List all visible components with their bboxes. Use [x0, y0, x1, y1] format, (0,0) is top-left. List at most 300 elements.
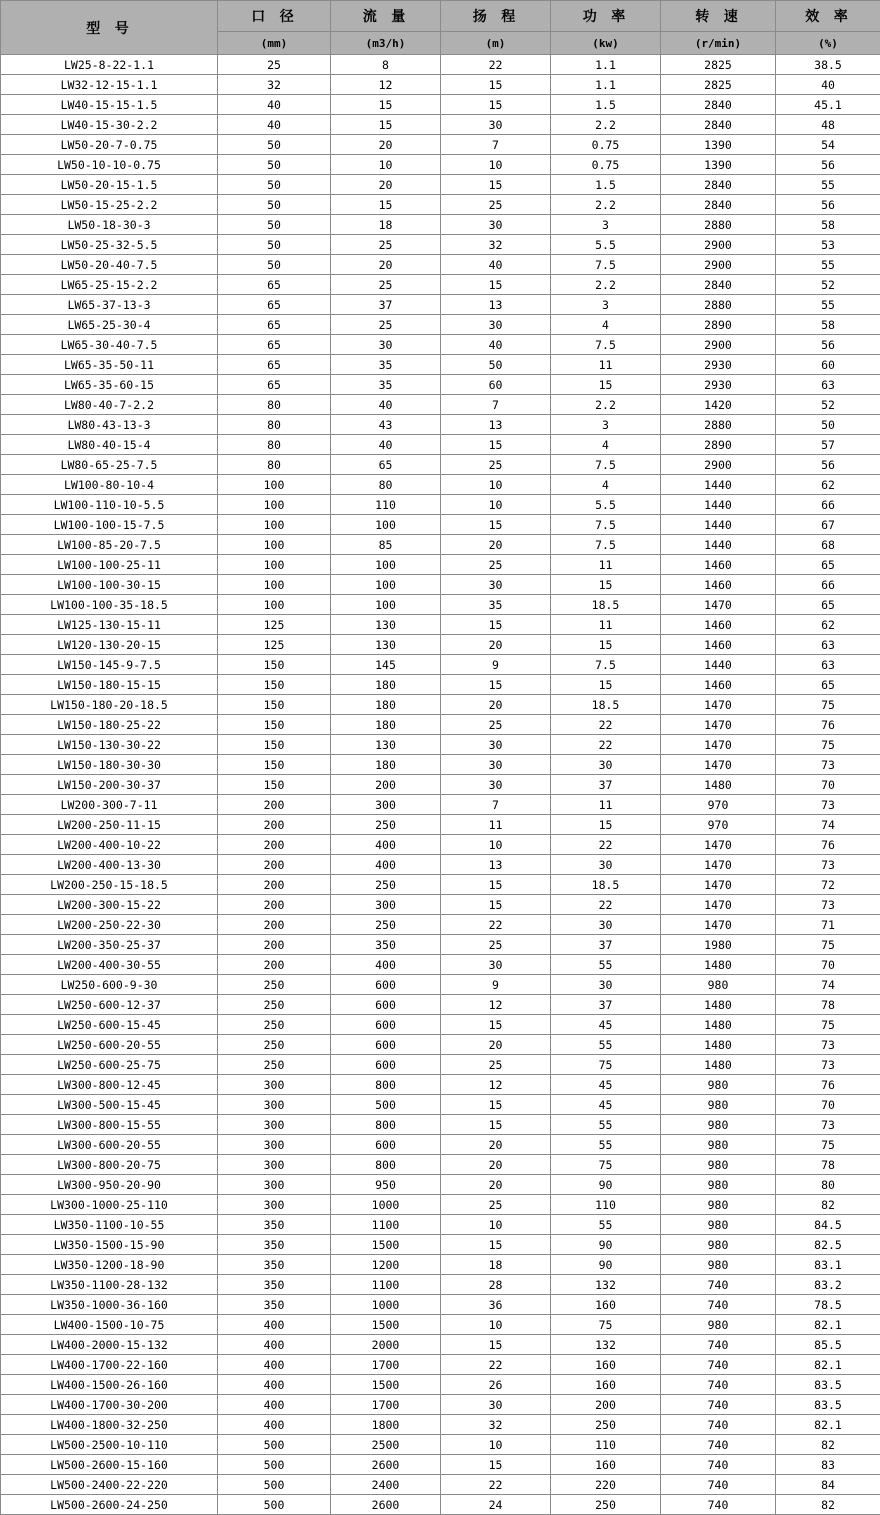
cell-flow: 37 [331, 295, 441, 315]
cell-bore: 500 [218, 1495, 331, 1515]
cell-speed: 740 [661, 1415, 776, 1435]
cell-speed: 980 [661, 1315, 776, 1335]
cell-speed: 2840 [661, 275, 776, 295]
cell-model: LW80-65-25-7.5 [1, 455, 218, 475]
cell-head: 32 [441, 235, 551, 255]
cell-power: 90 [551, 1255, 661, 1275]
column-unit-efficiency: (%) [776, 32, 880, 55]
cell-power: 55 [551, 955, 661, 975]
cell-flow: 15 [331, 195, 441, 215]
cell-flow: 25 [331, 235, 441, 255]
cell-head: 22 [441, 1355, 551, 1375]
cell-bore: 400 [218, 1415, 331, 1435]
cell-model: LW120-130-20-15 [1, 635, 218, 655]
cell-efficiency: 70 [776, 955, 880, 975]
cell-efficiency: 56 [776, 155, 880, 175]
cell-speed: 1390 [661, 155, 776, 175]
cell-model: LW200-250-11-15 [1, 815, 218, 835]
cell-power: 2.2 [551, 275, 661, 295]
table-row [1, 1195, 880, 1215]
cell-flow: 1100 [331, 1215, 441, 1235]
cell-power: 15 [551, 375, 661, 395]
cell-bore: 50 [218, 215, 331, 235]
cell-flow: 10 [331, 155, 441, 175]
cell-flow: 500 [331, 1095, 441, 1115]
table-row [1, 1175, 880, 1195]
cell-efficiency: 74 [776, 975, 880, 995]
cell-flow: 180 [331, 675, 441, 695]
cell-flow: 43 [331, 415, 441, 435]
cell-power: 11 [551, 555, 661, 575]
cell-bore: 200 [218, 875, 331, 895]
cell-bore: 125 [218, 615, 331, 635]
cell-head: 15 [441, 1335, 551, 1355]
table-row [1, 395, 880, 415]
column-unit-bore: (mm) [218, 32, 331, 55]
cell-flow: 180 [331, 695, 441, 715]
cell-head: 10 [441, 475, 551, 495]
cell-bore: 500 [218, 1455, 331, 1475]
cell-speed: 740 [661, 1335, 776, 1355]
cell-efficiency: 38.5 [776, 55, 880, 75]
cell-efficiency: 84 [776, 1475, 880, 1495]
cell-speed: 740 [661, 1475, 776, 1495]
table-row [1, 115, 880, 135]
cell-power: 30 [551, 755, 661, 775]
cell-efficiency: 68 [776, 535, 880, 555]
cell-efficiency: 72 [776, 875, 880, 895]
cell-efficiency: 82.1 [776, 1315, 880, 1335]
table-row [1, 695, 880, 715]
cell-head: 15 [441, 95, 551, 115]
cell-efficiency: 73 [776, 1115, 880, 1135]
cell-bore: 350 [218, 1275, 331, 1295]
cell-model: LW400-1700-30-200 [1, 1395, 218, 1415]
cell-head: 12 [441, 1075, 551, 1095]
cell-flow: 1500 [331, 1235, 441, 1255]
cell-power: 3 [551, 415, 661, 435]
cell-power: 4 [551, 475, 661, 495]
cell-speed: 1470 [661, 915, 776, 935]
cell-power: 1.1 [551, 55, 661, 75]
cell-flow: 1100 [331, 1275, 441, 1295]
cell-model: LW150-180-25-22 [1, 715, 218, 735]
cell-power: 1.5 [551, 175, 661, 195]
cell-power: 7.5 [551, 515, 661, 535]
cell-power: 220 [551, 1475, 661, 1495]
cell-head: 30 [441, 315, 551, 335]
cell-power: 0.75 [551, 155, 661, 175]
table-row [1, 955, 880, 975]
cell-flow: 350 [331, 935, 441, 955]
cell-flow: 8 [331, 55, 441, 75]
cell-model: LW65-37-13-3 [1, 295, 218, 315]
column-header-flow: 流 量 [331, 1, 441, 32]
cell-speed: 740 [661, 1295, 776, 1315]
cell-efficiency: 70 [776, 1095, 880, 1115]
cell-bore: 100 [218, 495, 331, 515]
cell-bore: 300 [218, 1135, 331, 1155]
cell-efficiency: 54 [776, 135, 880, 155]
cell-model: LW40-15-30-2.2 [1, 115, 218, 135]
cell-model: LW250-600-15-45 [1, 1015, 218, 1035]
cell-bore: 50 [218, 155, 331, 175]
cell-speed: 980 [661, 1075, 776, 1095]
cell-model: LW65-25-30-4 [1, 315, 218, 335]
cell-bore: 150 [218, 755, 331, 775]
cell-efficiency: 75 [776, 935, 880, 955]
cell-efficiency: 70 [776, 775, 880, 795]
cell-flow: 1700 [331, 1355, 441, 1375]
cell-bore: 300 [218, 1095, 331, 1115]
cell-power: 30 [551, 975, 661, 995]
cell-bore: 250 [218, 1035, 331, 1055]
cell-flow: 40 [331, 395, 441, 415]
table-row [1, 435, 880, 455]
cell-model: LW65-35-50-11 [1, 355, 218, 375]
table-row [1, 1155, 880, 1175]
cell-head: 15 [441, 1015, 551, 1035]
cell-model: LW50-20-15-1.5 [1, 175, 218, 195]
cell-flow: 400 [331, 955, 441, 975]
cell-bore: 100 [218, 575, 331, 595]
cell-head: 30 [441, 575, 551, 595]
cell-flow: 250 [331, 875, 441, 895]
table-row [1, 915, 880, 935]
cell-bore: 200 [218, 895, 331, 915]
cell-speed: 1460 [661, 575, 776, 595]
cell-head: 18 [441, 1255, 551, 1275]
cell-model: LW400-1500-26-160 [1, 1375, 218, 1395]
cell-power: 90 [551, 1175, 661, 1195]
table-row [1, 235, 880, 255]
cell-efficiency: 40 [776, 75, 880, 95]
cell-power: 5.5 [551, 235, 661, 255]
cell-power: 55 [551, 1215, 661, 1235]
cell-flow: 65 [331, 455, 441, 475]
cell-bore: 80 [218, 455, 331, 475]
cell-model: LW300-1000-25-110 [1, 1195, 218, 1215]
cell-head: 7 [441, 795, 551, 815]
cell-head: 24 [441, 1495, 551, 1515]
cell-power: 18.5 [551, 695, 661, 715]
cell-speed: 2900 [661, 235, 776, 255]
cell-power: 2.2 [551, 195, 661, 215]
cell-power: 4 [551, 435, 661, 455]
cell-bore: 500 [218, 1475, 331, 1495]
cell-flow: 1700 [331, 1395, 441, 1415]
cell-speed: 1480 [661, 995, 776, 1015]
cell-power: 160 [551, 1355, 661, 1375]
cell-model: LW200-250-15-18.5 [1, 875, 218, 895]
cell-model: LW150-180-30-30 [1, 755, 218, 775]
cell-power: 30 [551, 915, 661, 935]
cell-speed: 740 [661, 1275, 776, 1295]
cell-power: 132 [551, 1335, 661, 1355]
table-row [1, 995, 880, 1015]
cell-efficiency: 78.5 [776, 1295, 880, 1315]
cell-head: 40 [441, 255, 551, 275]
cell-speed: 1470 [661, 735, 776, 755]
table-row [1, 415, 880, 435]
cell-head: 30 [441, 755, 551, 775]
cell-efficiency: 50 [776, 415, 880, 435]
cell-power: 75 [551, 1055, 661, 1075]
cell-speed: 980 [661, 1135, 776, 1155]
cell-speed: 740 [661, 1455, 776, 1475]
cell-flow: 2600 [331, 1495, 441, 1515]
cell-efficiency: 57 [776, 435, 880, 455]
cell-power: 15 [551, 575, 661, 595]
cell-model: LW500-2600-24-250 [1, 1495, 218, 1515]
cell-speed: 970 [661, 815, 776, 835]
cell-efficiency: 55 [776, 175, 880, 195]
cell-power: 2.2 [551, 115, 661, 135]
cell-model: LW150-200-30-37 [1, 775, 218, 795]
table-row [1, 555, 880, 575]
cell-flow: 25 [331, 275, 441, 295]
table-row [1, 1255, 880, 1275]
cell-head: 15 [441, 1115, 551, 1135]
cell-flow: 100 [331, 555, 441, 575]
cell-efficiency: 52 [776, 395, 880, 415]
cell-speed: 1470 [661, 895, 776, 915]
cell-efficiency: 73 [776, 1055, 880, 1075]
cell-head: 22 [441, 1475, 551, 1495]
cell-head: 28 [441, 1275, 551, 1295]
column-header-efficiency: 效 率 [776, 1, 880, 32]
cell-model: LW500-2600-15-160 [1, 1455, 218, 1475]
cell-head: 30 [441, 115, 551, 135]
cell-flow: 12 [331, 75, 441, 95]
cell-efficiency: 83.5 [776, 1375, 880, 1395]
cell-model: LW200-250-22-30 [1, 915, 218, 935]
cell-model: LW250-600-20-55 [1, 1035, 218, 1055]
cell-model: LW200-350-25-37 [1, 935, 218, 955]
cell-head: 25 [441, 935, 551, 955]
cell-speed: 2900 [661, 335, 776, 355]
cell-bore: 40 [218, 115, 331, 135]
cell-power: 132 [551, 1275, 661, 1295]
cell-speed: 1480 [661, 1055, 776, 1075]
cell-head: 15 [441, 75, 551, 95]
cell-model: LW125-130-15-11 [1, 615, 218, 635]
cell-efficiency: 83.5 [776, 1395, 880, 1415]
cell-power: 90 [551, 1235, 661, 1255]
column-unit-power: (kw) [551, 32, 661, 55]
cell-head: 15 [441, 675, 551, 695]
table-row [1, 895, 880, 915]
table-row [1, 495, 880, 515]
cell-flow: 110 [331, 495, 441, 515]
cell-speed: 1440 [661, 655, 776, 675]
cell-flow: 800 [331, 1155, 441, 1175]
table-row [1, 835, 880, 855]
cell-model: LW50-20-40-7.5 [1, 255, 218, 275]
cell-efficiency: 82 [776, 1435, 880, 1455]
cell-efficiency: 75 [776, 735, 880, 755]
cell-flow: 130 [331, 635, 441, 655]
cell-speed: 740 [661, 1495, 776, 1515]
cell-efficiency: 76 [776, 1075, 880, 1095]
cell-bore: 500 [218, 1435, 331, 1455]
cell-power: 22 [551, 715, 661, 735]
cell-power: 15 [551, 815, 661, 835]
cell-bore: 250 [218, 995, 331, 1015]
cell-model: LW300-800-15-55 [1, 1115, 218, 1135]
cell-bore: 150 [218, 775, 331, 795]
cell-speed: 1470 [661, 695, 776, 715]
cell-model: LW100-100-35-18.5 [1, 595, 218, 615]
cell-efficiency: 84.5 [776, 1215, 880, 1235]
cell-head: 60 [441, 375, 551, 395]
cell-power: 37 [551, 935, 661, 955]
cell-power: 7.5 [551, 255, 661, 275]
cell-head: 13 [441, 855, 551, 875]
cell-efficiency: 45.1 [776, 95, 880, 115]
cell-head: 20 [441, 1135, 551, 1155]
cell-bore: 300 [218, 1075, 331, 1095]
cell-power: 1.5 [551, 95, 661, 115]
cell-head: 7 [441, 135, 551, 155]
table-row [1, 615, 880, 635]
table-row [1, 455, 880, 475]
cell-model: LW80-40-7-2.2 [1, 395, 218, 415]
cell-model: LW500-2500-10-110 [1, 1435, 218, 1455]
column-header-model: 型 号 [1, 1, 218, 55]
cell-head: 7 [441, 395, 551, 415]
cell-bore: 50 [218, 235, 331, 255]
cell-model: LW100-110-10-5.5 [1, 495, 218, 515]
cell-flow: 800 [331, 1115, 441, 1135]
cell-model: LW32-12-15-1.1 [1, 75, 218, 95]
cell-speed: 2890 [661, 435, 776, 455]
cell-bore: 150 [218, 735, 331, 755]
cell-power: 18.5 [551, 875, 661, 895]
cell-bore: 80 [218, 395, 331, 415]
cell-speed: 980 [661, 1255, 776, 1275]
cell-head: 15 [441, 875, 551, 895]
cell-efficiency: 82.5 [776, 1235, 880, 1255]
cell-flow: 300 [331, 895, 441, 915]
cell-bore: 125 [218, 635, 331, 655]
cell-head: 30 [441, 775, 551, 795]
table-row [1, 1395, 880, 1415]
cell-bore: 350 [218, 1215, 331, 1235]
cell-efficiency: 71 [776, 915, 880, 935]
cell-model: LW350-1200-18-90 [1, 1255, 218, 1275]
column-unit-head: (m) [441, 32, 551, 55]
cell-speed: 1470 [661, 855, 776, 875]
cell-bore: 200 [218, 795, 331, 815]
cell-power: 3 [551, 295, 661, 315]
table-row [1, 275, 880, 295]
cell-power: 5.5 [551, 495, 661, 515]
cell-efficiency: 65 [776, 555, 880, 575]
cell-flow: 180 [331, 755, 441, 775]
cell-speed: 1460 [661, 635, 776, 655]
table-row [1, 1075, 880, 1095]
cell-speed: 2880 [661, 295, 776, 315]
cell-model: LW300-800-20-75 [1, 1155, 218, 1175]
cell-bore: 400 [218, 1315, 331, 1335]
cell-flow: 35 [331, 355, 441, 375]
cell-model: LW400-2000-15-132 [1, 1335, 218, 1355]
cell-head: 10 [441, 1435, 551, 1455]
cell-efficiency: 74 [776, 815, 880, 835]
cell-power: 4 [551, 315, 661, 335]
table-row [1, 1275, 880, 1295]
cell-head: 10 [441, 1315, 551, 1335]
cell-efficiency: 76 [776, 715, 880, 735]
cell-bore: 350 [218, 1255, 331, 1275]
cell-head: 20 [441, 1155, 551, 1175]
cell-efficiency: 73 [776, 755, 880, 775]
cell-power: 250 [551, 1495, 661, 1515]
cell-efficiency: 78 [776, 1155, 880, 1175]
cell-bore: 80 [218, 435, 331, 455]
cell-bore: 32 [218, 75, 331, 95]
table-row [1, 975, 880, 995]
cell-model: LW400-1500-10-75 [1, 1315, 218, 1335]
table-row [1, 75, 880, 95]
cell-model: LW200-400-13-30 [1, 855, 218, 875]
cell-power: 55 [551, 1035, 661, 1055]
cell-model: LW80-40-15-4 [1, 435, 218, 455]
cell-flow: 100 [331, 575, 441, 595]
cell-speed: 1420 [661, 395, 776, 415]
cell-model: LW100-80-10-4 [1, 475, 218, 495]
table-row [1, 175, 880, 195]
cell-flow: 15 [331, 115, 441, 135]
cell-flow: 1200 [331, 1255, 441, 1275]
cell-model: LW250-600-9-30 [1, 975, 218, 995]
cell-head: 10 [441, 835, 551, 855]
cell-efficiency: 66 [776, 575, 880, 595]
cell-head: 20 [441, 1035, 551, 1055]
cell-head: 20 [441, 635, 551, 655]
cell-flow: 950 [331, 1175, 441, 1195]
cell-head: 36 [441, 1295, 551, 1315]
cell-speed: 2840 [661, 115, 776, 135]
cell-efficiency: 82 [776, 1195, 880, 1215]
cell-bore: 100 [218, 475, 331, 495]
cell-head: 25 [441, 1195, 551, 1215]
column-unit-speed: (r/min) [661, 32, 776, 55]
table-row [1, 1215, 880, 1235]
cell-flow: 20 [331, 175, 441, 195]
cell-efficiency: 76 [776, 835, 880, 855]
cell-head: 15 [441, 1235, 551, 1255]
cell-head: 50 [441, 355, 551, 375]
header-title-row [1, 1, 880, 32]
cell-speed: 2880 [661, 215, 776, 235]
cell-speed: 740 [661, 1375, 776, 1395]
table-row [1, 1335, 880, 1355]
table-row [1, 515, 880, 535]
cell-efficiency: 80 [776, 1175, 880, 1195]
table-row [1, 735, 880, 755]
cell-speed: 980 [661, 1235, 776, 1255]
cell-bore: 350 [218, 1295, 331, 1315]
cell-bore: 80 [218, 415, 331, 435]
cell-flow: 1800 [331, 1415, 441, 1435]
cell-head: 22 [441, 915, 551, 935]
cell-power: 7.5 [551, 335, 661, 355]
cell-head: 15 [441, 1095, 551, 1115]
cell-model: LW100-100-15-7.5 [1, 515, 218, 535]
cell-flow: 600 [331, 1055, 441, 1075]
